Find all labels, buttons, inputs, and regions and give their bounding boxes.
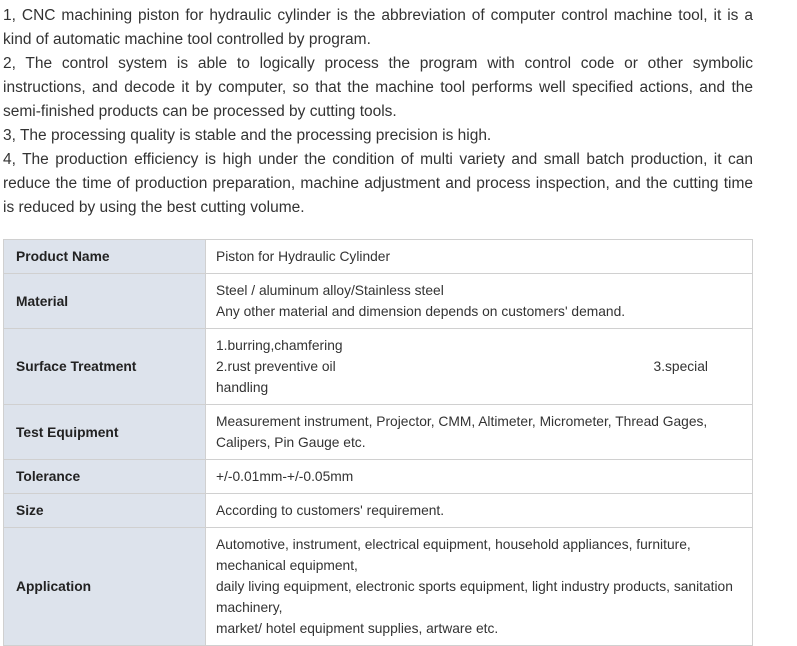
spec-value: [206, 528, 753, 646]
spec-label: Product Name: [4, 240, 206, 274]
spec-value-line: Any other material and dimension depends on customers' demand.: [216, 304, 626, 319]
spec-value: Measurement instrument, Projector, CMM, Altimeter, Micrometer, Thread Gages, Calipers, Pin Gauge etc.: [206, 405, 753, 460]
spec-row-material: [4, 274, 753, 329]
spec-value: According to customers' requirement.: [206, 494, 753, 528]
spec-value-line: 1.burring,chamfering: [216, 338, 343, 353]
intro-paragraph-4: 4, The production efficiency is high under the condition of multi variety and small batch production, it can reduce the time of production preparation, machine adjustment and process inspection, and the cutting time is reduced by using the best cutting volume.: [3, 151, 753, 216]
intro-text: [3, 4, 753, 220]
spec-row-tolerance: [4, 460, 753, 494]
spec-label: Application: [4, 528, 206, 646]
spec-value: [206, 274, 753, 329]
spec-row-test-equipment: [4, 405, 753, 460]
spec-label: Tolerance: [4, 460, 206, 494]
spec-value-line: [216, 356, 708, 377]
spec-label: Size: [4, 494, 206, 528]
spec-value-line: handling: [216, 380, 269, 395]
spec-value: [206, 329, 753, 405]
spec-value-item: 2.rust preventive oil: [216, 359, 336, 374]
spec-value-line: market/ hotel equipment supplies, artware etc.: [216, 621, 499, 636]
spec-value: +/-0.01mm-+/-0.05mm: [206, 460, 753, 494]
spec-label: Surface Treatment: [4, 329, 206, 405]
spec-value-item: 3.special: [653, 359, 708, 374]
spec-table: [3, 239, 753, 646]
spec-value-line: Steel / aluminum alloy/Stainless steel: [216, 283, 444, 298]
spec-value-line: Automotive, instrument, electrical equipment, household appliances, furniture, mechanical equipment,: [216, 537, 691, 573]
spec-row-product-name: [4, 240, 753, 274]
spec-label: Test Equipment: [4, 405, 206, 460]
spec-row-surface-treatment: [4, 329, 753, 405]
spec-row-size: [4, 494, 753, 528]
intro-paragraph-3: 3, The processing quality is stable and the processing precision is high.: [3, 127, 492, 144]
spec-value: Piston for Hydraulic Cylinder: [206, 240, 753, 274]
spec-label: Material: [4, 274, 206, 329]
spec-value-line: daily living equipment, electronic sports equipment, light industry products, sanitation machinery,: [216, 579, 733, 615]
intro-paragraph-1: 1, CNC machining piston for hydraulic cylinder is the abbreviation of computer control machine tool, it is a kind of automatic machine tool controlled by program.: [3, 7, 753, 48]
spec-row-application: [4, 528, 753, 646]
intro-paragraph-2: 2, The control system is able to logically process the program with control code or other symbolic instructions, and decode it by computer, so that the machine tool performs well specified actions, and the semi-finished products can be processed by cutting tools.: [3, 55, 753, 120]
